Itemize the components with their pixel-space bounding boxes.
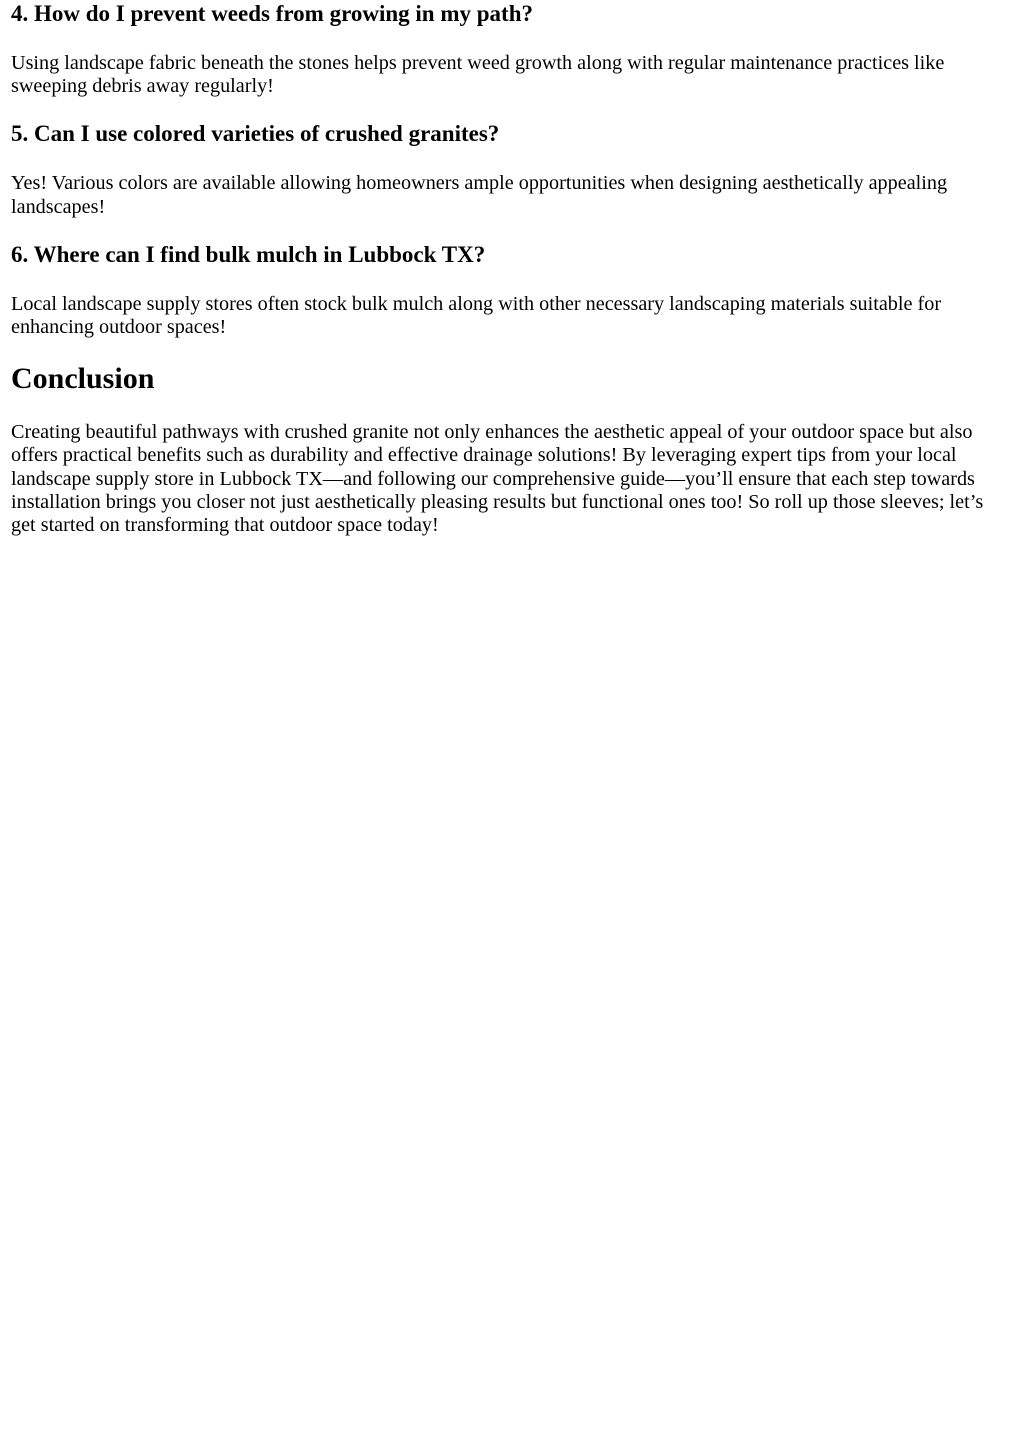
faq-answer-4: Using landscape fabric beneath the stones helps prevent weed growth along with regular maintenance practices like sweeping debris away regularly! [11, 52, 945, 98]
conclusion-paragraph: Creating beautiful pathways with crushed granite not only enhances the aesthetic appeal of your outdoor space but also offers practical benefits such as durability and effective drainage solutions! By leveraging expert tips from your local landscape supply store in Lubbock TX—and following our comprehensive guide—you’ll ensure that each step towards installation brings you closer not just aesthetically pleasing results but functional ones too! So roll up those sleeves; let’s get started on transforming that outdoor space today! [11, 421, 984, 537]
faq-question-6: 6. Where can I find bulk mulch in Lubbock TX? [11, 241, 486, 267]
conclusion-heading: Conclusion [11, 362, 155, 396]
faq-question-5: 5. Can I use colored varieties of crushed granites? [11, 121, 500, 147]
faq-question-4: 4. How do I prevent weeds from growing in my path? [11, 1, 533, 26]
faq-answer-5: Yes! Various colors are available allowing homeowners ample opportunities when designing aesthetically appealing landscapes! [11, 172, 948, 218]
faq-answer-6: Local landscape supply stores often stock bulk mulch along with other necessary landscaping materials suitable for enhancing outdoor spaces! [11, 292, 942, 339]
article-content [11, 0, 1011, 537]
